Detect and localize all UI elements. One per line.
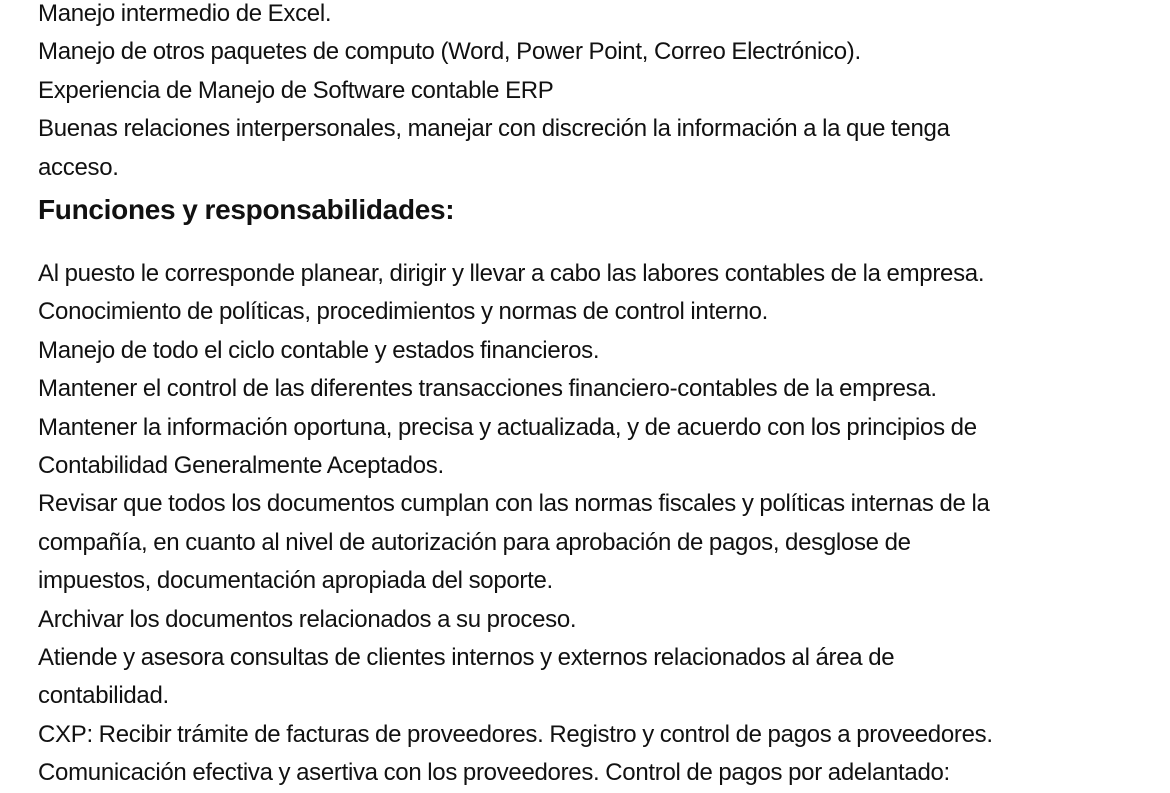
requirements-list: [38, 0, 950, 187]
function-line: Conocimiento de políticas, procedimientos y normas de control interno.: [38, 298, 769, 326]
requirement-line: Buenas relaciones interpersonales, manejar con discreción la información a la que tenga: [38, 115, 950, 143]
function-line: Archivar los documentos relacionados a su proceso.: [38, 605, 577, 633]
requirement-line: Manejo de otros paquetes de computo (Word, Power Point, Correo Electrónico).: [38, 38, 861, 66]
section-heading: Funciones y responsabilidades:: [38, 194, 455, 225]
function-line: Al puesto le corresponde planear, dirigir y llevar a cabo las labores contables de la empresa.: [38, 260, 985, 287]
requirement-line: Experiencia de Manejo de Software contable ERP: [38, 76, 554, 104]
function-line: Manejo de todo el ciclo contable y estados financieros.: [38, 336, 600, 364]
function-line: Contabilidad Generalmente Aceptados.: [38, 452, 444, 480]
function-line: CXP: Recibir trámite de facturas de proveedores. Registro y control de pagos a proveedores.: [38, 720, 993, 748]
function-line: Atiende y asesora consultas de clientes internos y externos relacionados al área de: [38, 644, 895, 672]
functions-list: [38, 255, 993, 793]
requirement-line: Manejo intermedio de Excel.: [38, 0, 332, 27]
function-line: Comunicación efectiva y asertiva con los proveedores. Control de pagos por adelantado:: [38, 759, 950, 787]
function-line: Mantener el control de las diferentes transacciones financiero-contables de la empresa.: [38, 375, 937, 403]
function-line: Mantener la información oportuna, precisa y actualizada, y de acuerdo con los principios de: [38, 413, 977, 441]
function-line: compañía, en cuanto al nivel de autorización para aprobación de pagos, desglose de: [38, 528, 911, 556]
requirement-line: acceso.: [38, 153, 119, 181]
function-line: Revisar que todos los documentos cumplan con las normas fiscales y políticas internas de la: [38, 490, 990, 518]
function-line: contabilidad.: [38, 682, 169, 710]
function-line: impuestos, documentación apropiada del soporte.: [38, 567, 553, 595]
